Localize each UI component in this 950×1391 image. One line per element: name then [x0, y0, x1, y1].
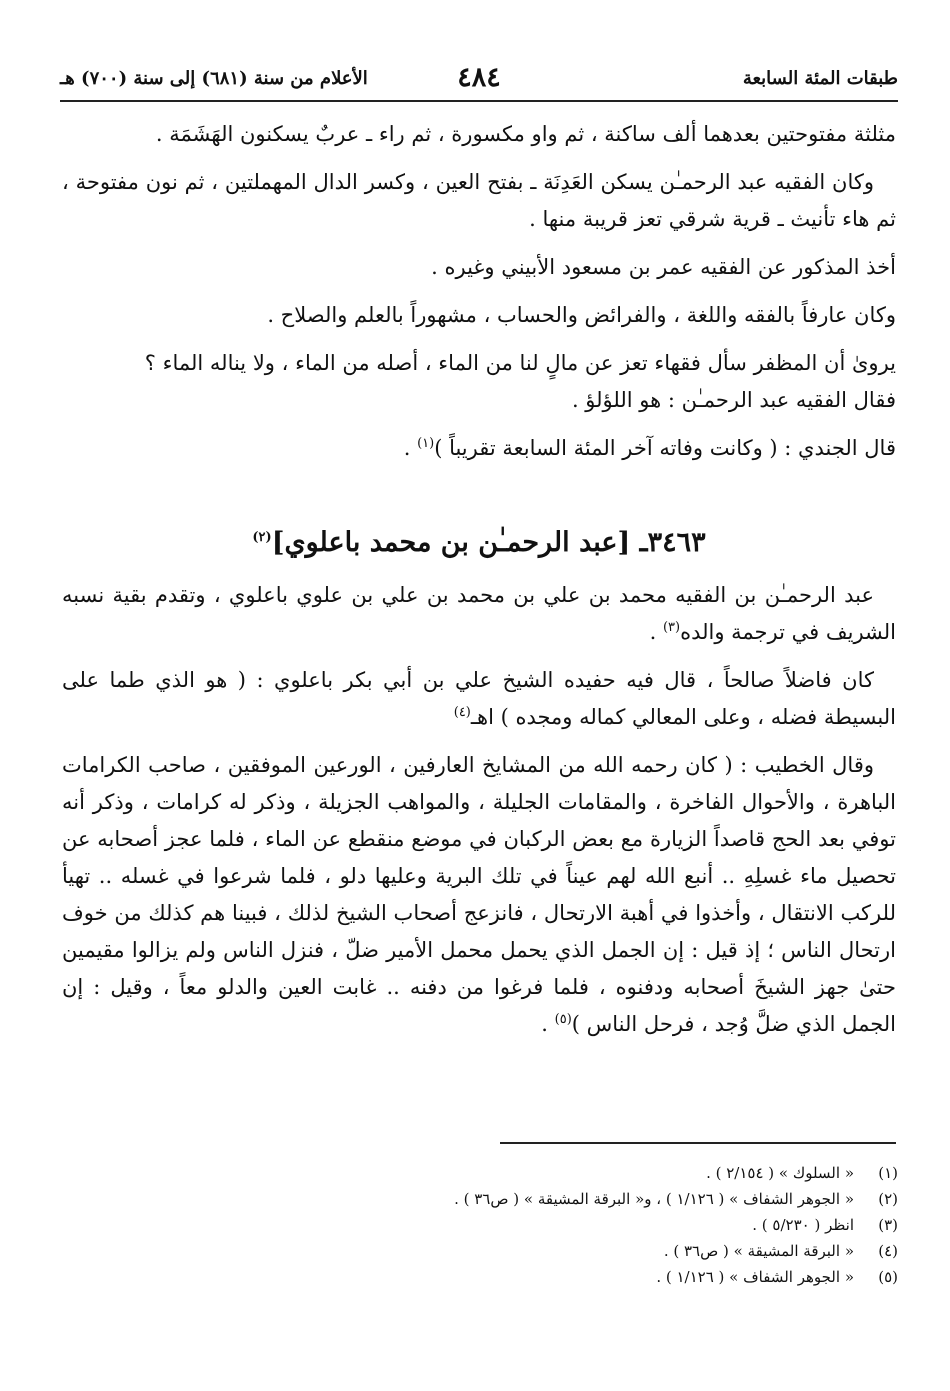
- footnote-ref: (٣): [662, 620, 681, 635]
- main-text: [62, 116, 896, 1054]
- paragraph: وكان عارفاً بالفقه واللغة ، والفرائض والحساب ، مشهوراً بالعلم والصلاح .: [267, 303, 896, 327]
- paragraph: مثلثة مفتوحتين بعدهما ألف ساكنة ، ثم واو مكسورة ، ثم راء ـ عربٌ يسكنون الهَشَمَة .: [155, 122, 896, 146]
- page-number: ٤٨٤: [457, 62, 501, 93]
- paragraph: [62, 577, 896, 651]
- footnote-ref: (٥): [554, 1012, 572, 1027]
- paragraph: أخذ المذكور عن الفقيه عمر بن مسعود الأبيني وغيره .: [431, 255, 896, 279]
- footnote-text: انظر ( ٥/٢٣٠ ) .: [752, 1216, 854, 1234]
- header-divider: [60, 100, 898, 102]
- paragraph: [62, 747, 896, 1043]
- footnote-number: (٥): [878, 1268, 898, 1286]
- entry-title: [62, 523, 896, 563]
- footnote-text: « البرقة المشيقة » ( ص٣٦ ) .: [663, 1242, 854, 1260]
- paragraph-text: وقال الخطيب : ( كان رحمه الله من المشايخ العارفين ، الورعين الموفقين ، صاحب الكرامات الباهرة ، والأحوال الفاخرة ، والمقامات الجليلة ، والمواهب الجزيلة ، وذكر له كرامات ، وذكر أنه توفي بعد الحج قاصداً الزيارة مع بعض الركبان في موضع منقطع عن الماء ، فلما عجز أصحابه عن تحصيل ماء غسلِهِ .. أنبع الله لهم عيناً في تلك البرية وعليها دلو ، فلما شرعوا في غسله .. تهيأ للركب الانتقال ، وأخذوا في أهبة الارتحال ، فانزعج أصحاب الشيخ لذلك ، فبينا هم كذلك من خوف ارتحال الناس ؛ إذ قيل : إن الجمل الذي يحمل محمل الأمير ضلّ ، فنزل الناس ولم يزالوا مقيمين حتىٰ جهز الشيخَ أصحابه ودفنوه ، فلما فرغوا من دفنه .. غابت العين والدلو معاً ، وقيل : إن الجمل الذي ضلَّ وُجد ، فرحل الناس ): [62, 753, 896, 1036]
- paragraph-text: كان فاضلاً صالحاً ، قال فيه حفيده الشيخ علي بن أبي بكر باعلوي : ( هو الذي طما على البسيطة فضله ، وعلى المعالي كماله ومجده ) اهـ: [62, 668, 896, 729]
- paragraph-text: قال الجندي : ( وكانت وفاته آخر المئة السابعة تقريباً ): [434, 436, 896, 460]
- header-section-title: طبقات المئة السابعة: [742, 68, 898, 89]
- footnote-number: (٤): [878, 1242, 898, 1260]
- footnote: [48, 1186, 898, 1212]
- footnote-ref: (١): [417, 436, 435, 451]
- footnote-text: « الجوهر الشفاف » ( ١/١٢٦ ) .: [656, 1268, 854, 1286]
- paragraph-end: .: [541, 1012, 555, 1036]
- paragraph-text: عبد الرحمـٰن بن الفقيه محمد بن علي بن محمد بن علي بن علوي باعلوي ، وتقدم بقية نسبه الشريف في ترجمة والده: [62, 583, 896, 644]
- footnote-divider: [500, 1142, 896, 1144]
- footnote-number: (٢): [878, 1190, 898, 1208]
- footnote-ref: (٢): [252, 530, 272, 545]
- paragraph-end: .: [649, 620, 663, 644]
- footnote: [48, 1212, 898, 1238]
- footnote-text: « الجوهر الشفاف » ( ١/١٢٦ ) ، و« البرقة المشيقة » ( ص٣٦ ) .: [454, 1190, 854, 1208]
- footnote: [48, 1264, 898, 1290]
- footnote-number: (٣): [878, 1216, 898, 1234]
- footnotes: [48, 1160, 898, 1290]
- paragraph: [62, 662, 896, 736]
- header-period-title: الأعلام من سنة (٦٨١) إلى سنة (٧٠٠) هـ: [60, 68, 368, 89]
- footnote-text: « السلوك » ( ٢/١٥٤ ) .: [706, 1164, 854, 1182]
- footnote: [48, 1160, 898, 1186]
- running-header: [60, 62, 898, 96]
- paragraph: وكان الفقيه عبد الرحمـٰن يسكن العَدِنَة ـ بفتح العين ، وكسر الدال المهملتين ، ثم نون مفتوحة ، ثم هاء تأنيث ـ قرية شرقي تعز قريبة منها .: [62, 170, 896, 231]
- paragraph: [62, 430, 896, 467]
- footnote-ref: (٤): [453, 705, 471, 720]
- footnote: [48, 1238, 898, 1264]
- paragraph-end: .: [403, 436, 418, 460]
- entry-title-text: ٣٤٦٣ـ [عبد الرحمـٰن بن محمد باعلوي]: [271, 527, 706, 558]
- paragraph: يروىٰ أن المظفر سأل فقهاء تعز عن مالٍ لنا من الماء ، أصله من الماء ، ولا يناله الماء ؟: [144, 351, 896, 375]
- footnote-number: (١): [878, 1164, 898, 1182]
- paragraph: فقال الفقيه عبد الرحمـٰن : هو اللؤلؤ .: [571, 388, 896, 412]
